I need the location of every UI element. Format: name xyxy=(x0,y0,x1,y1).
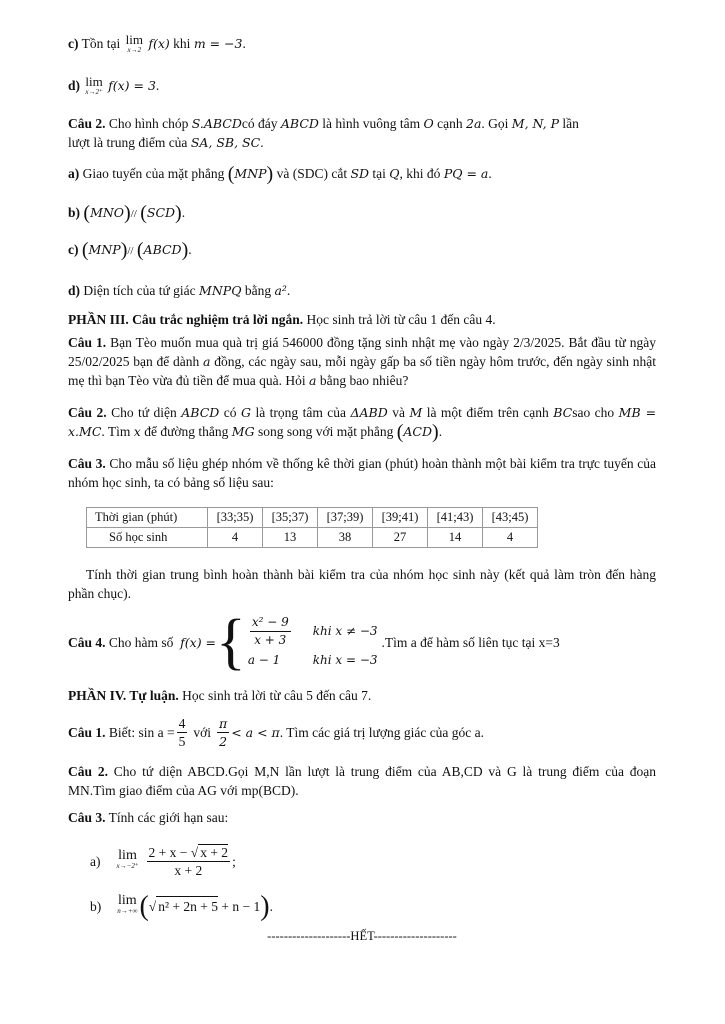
frequency-table xyxy=(86,507,538,548)
part4-q3: Câu 3. Tính các giới hạn sau: xyxy=(68,810,229,825)
part4-heading: PHẦN IV. Tự luận. Học sinh trả lời từ câu 5 đến câu 7. xyxy=(68,688,372,703)
part3-q4: Câu 4. Cho hàm số f(x) = { $\frac{\text{x² − 9}}{x + 3}$ khi x ≠ −3 a − 1 khi x = −3 .Tìm a để hàm số liên tục tại x=3 xyxy=(68,608,560,676)
cau2-item-b: b) (MNO)// (SCD). xyxy=(68,202,186,224)
cau2-item-a: a) Giao tuyến của mặt phẳng (MNP) và (SDC) cắt SD tại Q, khi đó PQ = a. xyxy=(68,163,492,185)
part3-heading: PHẦN III. Câu trắc nghiệm trả lời ngắn. Học sinh trả lời từ câu 1 đến câu 4. xyxy=(68,312,496,327)
part3-q2: Câu 2. Cho tứ diện ABCD có G là trọng tâm của ΔABD và M là một điểm trên cạnh BCsao cho MB = x.MC. Tìm x để đường thẳng MG song song với mặt phẳng (ACD). xyxy=(68,405,657,443)
item-label: c) xyxy=(68,36,79,52)
cau2-item-c: c) (MNP)// (ABCD). xyxy=(68,239,192,261)
item-label: d) xyxy=(68,78,81,94)
limit-symbol: lim x→2⁺ xyxy=(85,74,103,96)
table-row: Thời gian (phút) [33;35) [35;37) [37;39) [39;41) [41;43) [43;45) xyxy=(87,508,538,528)
q1-item-d: d) lim x→2⁺ f(x) = 3. xyxy=(68,74,160,96)
limit-a: a) lim x→−2⁺ $\frac{2 + x - √ x + 2}{x + 2}$ ; xyxy=(90,844,236,878)
cau2-stem: Câu 2. Cho hình chóp S.ABCDcó đáy ABCD là hình vuông tâm O cạnh 2a. Gọi M, N, P lần lượt là trung điểm của SA, SB, SC. xyxy=(68,116,579,150)
part3-q3-task: Tính thời gian trung bình hoàn thành bài kiểm tra của nhóm học sinh này (kết quả làm tròn đến hàng phần chục). xyxy=(68,567,656,601)
piecewise-function: { $\frac{\text{x² − 9}}{x + 3}$ khi x ≠ −3 a − 1 khi x = −3 xyxy=(216,608,378,676)
part4-q2: Câu 2. Cho tứ diện ABCD.Gọi M,N lần lượt là trung điểm của AB,CD và G là trung điểm của đoạn MN.Tìm giao điểm của AG với mp(BCD). xyxy=(68,764,657,798)
part4-q1: Câu 1. Biết: sin a = $\frac{4}{5}$ với $\frac{\pi}{2}$ < a < π . Tìm các giá trị lượng giác của góc a. xyxy=(68,715,485,749)
q1-item-c: c) Tồn tại lim x→2 f(x) khi m = −3. xyxy=(68,32,246,54)
limit-symbol: lim x→2 xyxy=(125,32,143,54)
footer-end: --------------------HẾT-------------------- xyxy=(267,929,457,943)
part3-q3: Câu 3. Cho mẫu số liệu ghép nhóm về thống kê thời gian (phút) hoàn thành một bài kiểm tra trực tuyến của nhóm học sinh, ta có bảng số liệu sau: xyxy=(68,456,657,490)
data-table-wrap xyxy=(86,507,538,548)
limit-b: b) lim n→+∞ ( √ n² + 2n + 5 + n − 1 ) . xyxy=(90,890,273,922)
cau2-item-d: d) Diện tích của tứ giác MNPQ bằng a². xyxy=(68,283,291,298)
table-row: Số học sinh 4 13 38 27 14 4 xyxy=(87,528,538,548)
part3-q1: Câu 1. Bạn Tèo muốn mua quà trị giá 546000 đồng tặng sinh nhật mẹ vào ngày 2/3/2025. Bắt đầu từ ngày 25/02/2025 bạn để dành a đồng, các ngày sau, mỗi ngày gấp ba số tiền ngày hôm trước, đến ngày sinh nhật mẹ thì bạn Tèo vừa đủ tiền để mua quà. Hỏi a bằng bao nhiêu? xyxy=(68,335,657,388)
